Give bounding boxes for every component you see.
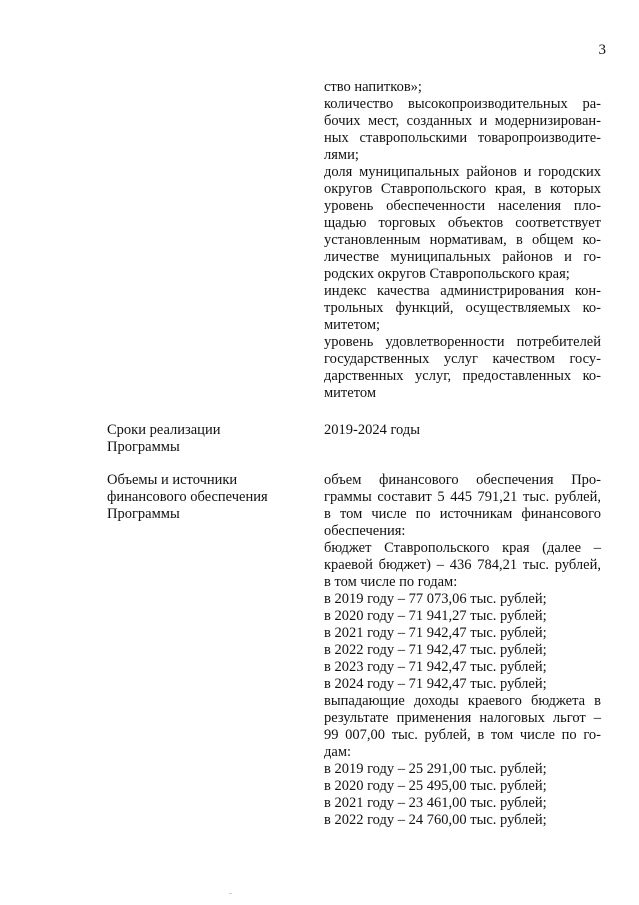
text-line: в том числе по годам: [324,574,458,590]
finance-label-line: финансового обеспечения [107,489,268,505]
text-line: обеспечения: [324,523,406,539]
text-line: уровень обеспеченности населения пло- [324,198,601,214]
text-line: родских округов Ставропольского края; [324,266,570,282]
text-line: трольных функций, осуществляемых ко- [324,300,601,316]
text-line: выпадающие доходы краевого бюджета в [324,693,601,709]
text-line: индекс качества администрирования кон- [324,283,601,299]
text-line: в 2020 году – 71 941,27 тыс. рублей; [324,608,547,624]
text-line: митетом; [324,317,381,333]
text-line: в 2021 году – 71 942,47 тыс. рублей; [324,625,547,641]
text-line: в 2019 году – 77 073,06 тыс. рублей; [324,591,547,607]
text-line: бюджет Ставропольского края (далее – [324,540,601,556]
text-line: в 2024 году – 71 942,47 тыс. рублей; [324,676,547,692]
text-line: ство напитков»; [324,79,422,95]
text-line: краевой бюджет) – 436 784,21 тыс. рублей, [324,557,601,573]
text-line: результате применения налоговых льгот – [324,710,601,726]
terms-label-line: Сроки реализации [107,422,221,438]
text-line: доля муниципальных районов и городских [324,164,601,180]
finance-label-line: Объемы и источники [107,472,238,488]
text-line: уровень удовлетворенности потребителей [324,334,601,350]
text-line: дам: [324,744,352,760]
text-line: лями; [324,147,359,163]
indicators-list [324,79,601,402]
text-line: в 2021 году – 23 461,00 тыс. рублей; [324,795,547,811]
text-line: личестве муниципальных районов и го- [324,249,601,265]
text-line: государственных услуг качеством госу- [324,351,601,367]
scan-speck [229,893,232,894]
text-line: в 2023 году – 71 942,47 тыс. рублей; [324,659,547,675]
text-line: в 2022 году – 24 760,00 тыс. рублей; [324,812,547,828]
page-number: 3 [598,42,606,58]
terms-label-line: Программы [107,439,180,455]
text-line: количество высокопроизводительных ра- [324,96,601,112]
text-line: установленным нормативам, в общем ко- [324,232,601,248]
text-line: округов Ставропольского края, в которых [324,181,601,197]
text-line: в 2020 году – 25 495,00 тыс. рублей; [324,778,547,794]
finance-label-line: Программы [107,506,180,522]
text-line: ных ставропольскими товаропроизводите- [324,130,601,146]
text-line: в 2019 году – 25 291,00 тыс. рублей; [324,761,547,777]
text-line: в том числе по источникам финансового [324,506,601,522]
finance-details [324,472,601,829]
text-line: митетом [324,385,377,401]
text-line: объем финансового обеспечения Про- [324,472,601,488]
text-line: бочих мест, созданных и модернизирован- [324,113,601,129]
text-line: дарственных услуг, предоставленных ко- [324,368,601,384]
text-line: щадью торговых объектов соответствует [324,215,601,231]
terms-value-text: 2019-2024 годы [324,422,420,438]
text-line: 99 007,00 тыс. рублей, в том числе по го- [324,727,601,743]
text-line: в 2022 году – 71 942,47 тыс. рублей; [324,642,547,658]
terms-value [324,422,601,439]
finance-label [107,472,307,523]
terms-label [107,422,307,456]
text-line: граммы составит 5 445 791,21 тыс. рублей, [324,489,601,505]
